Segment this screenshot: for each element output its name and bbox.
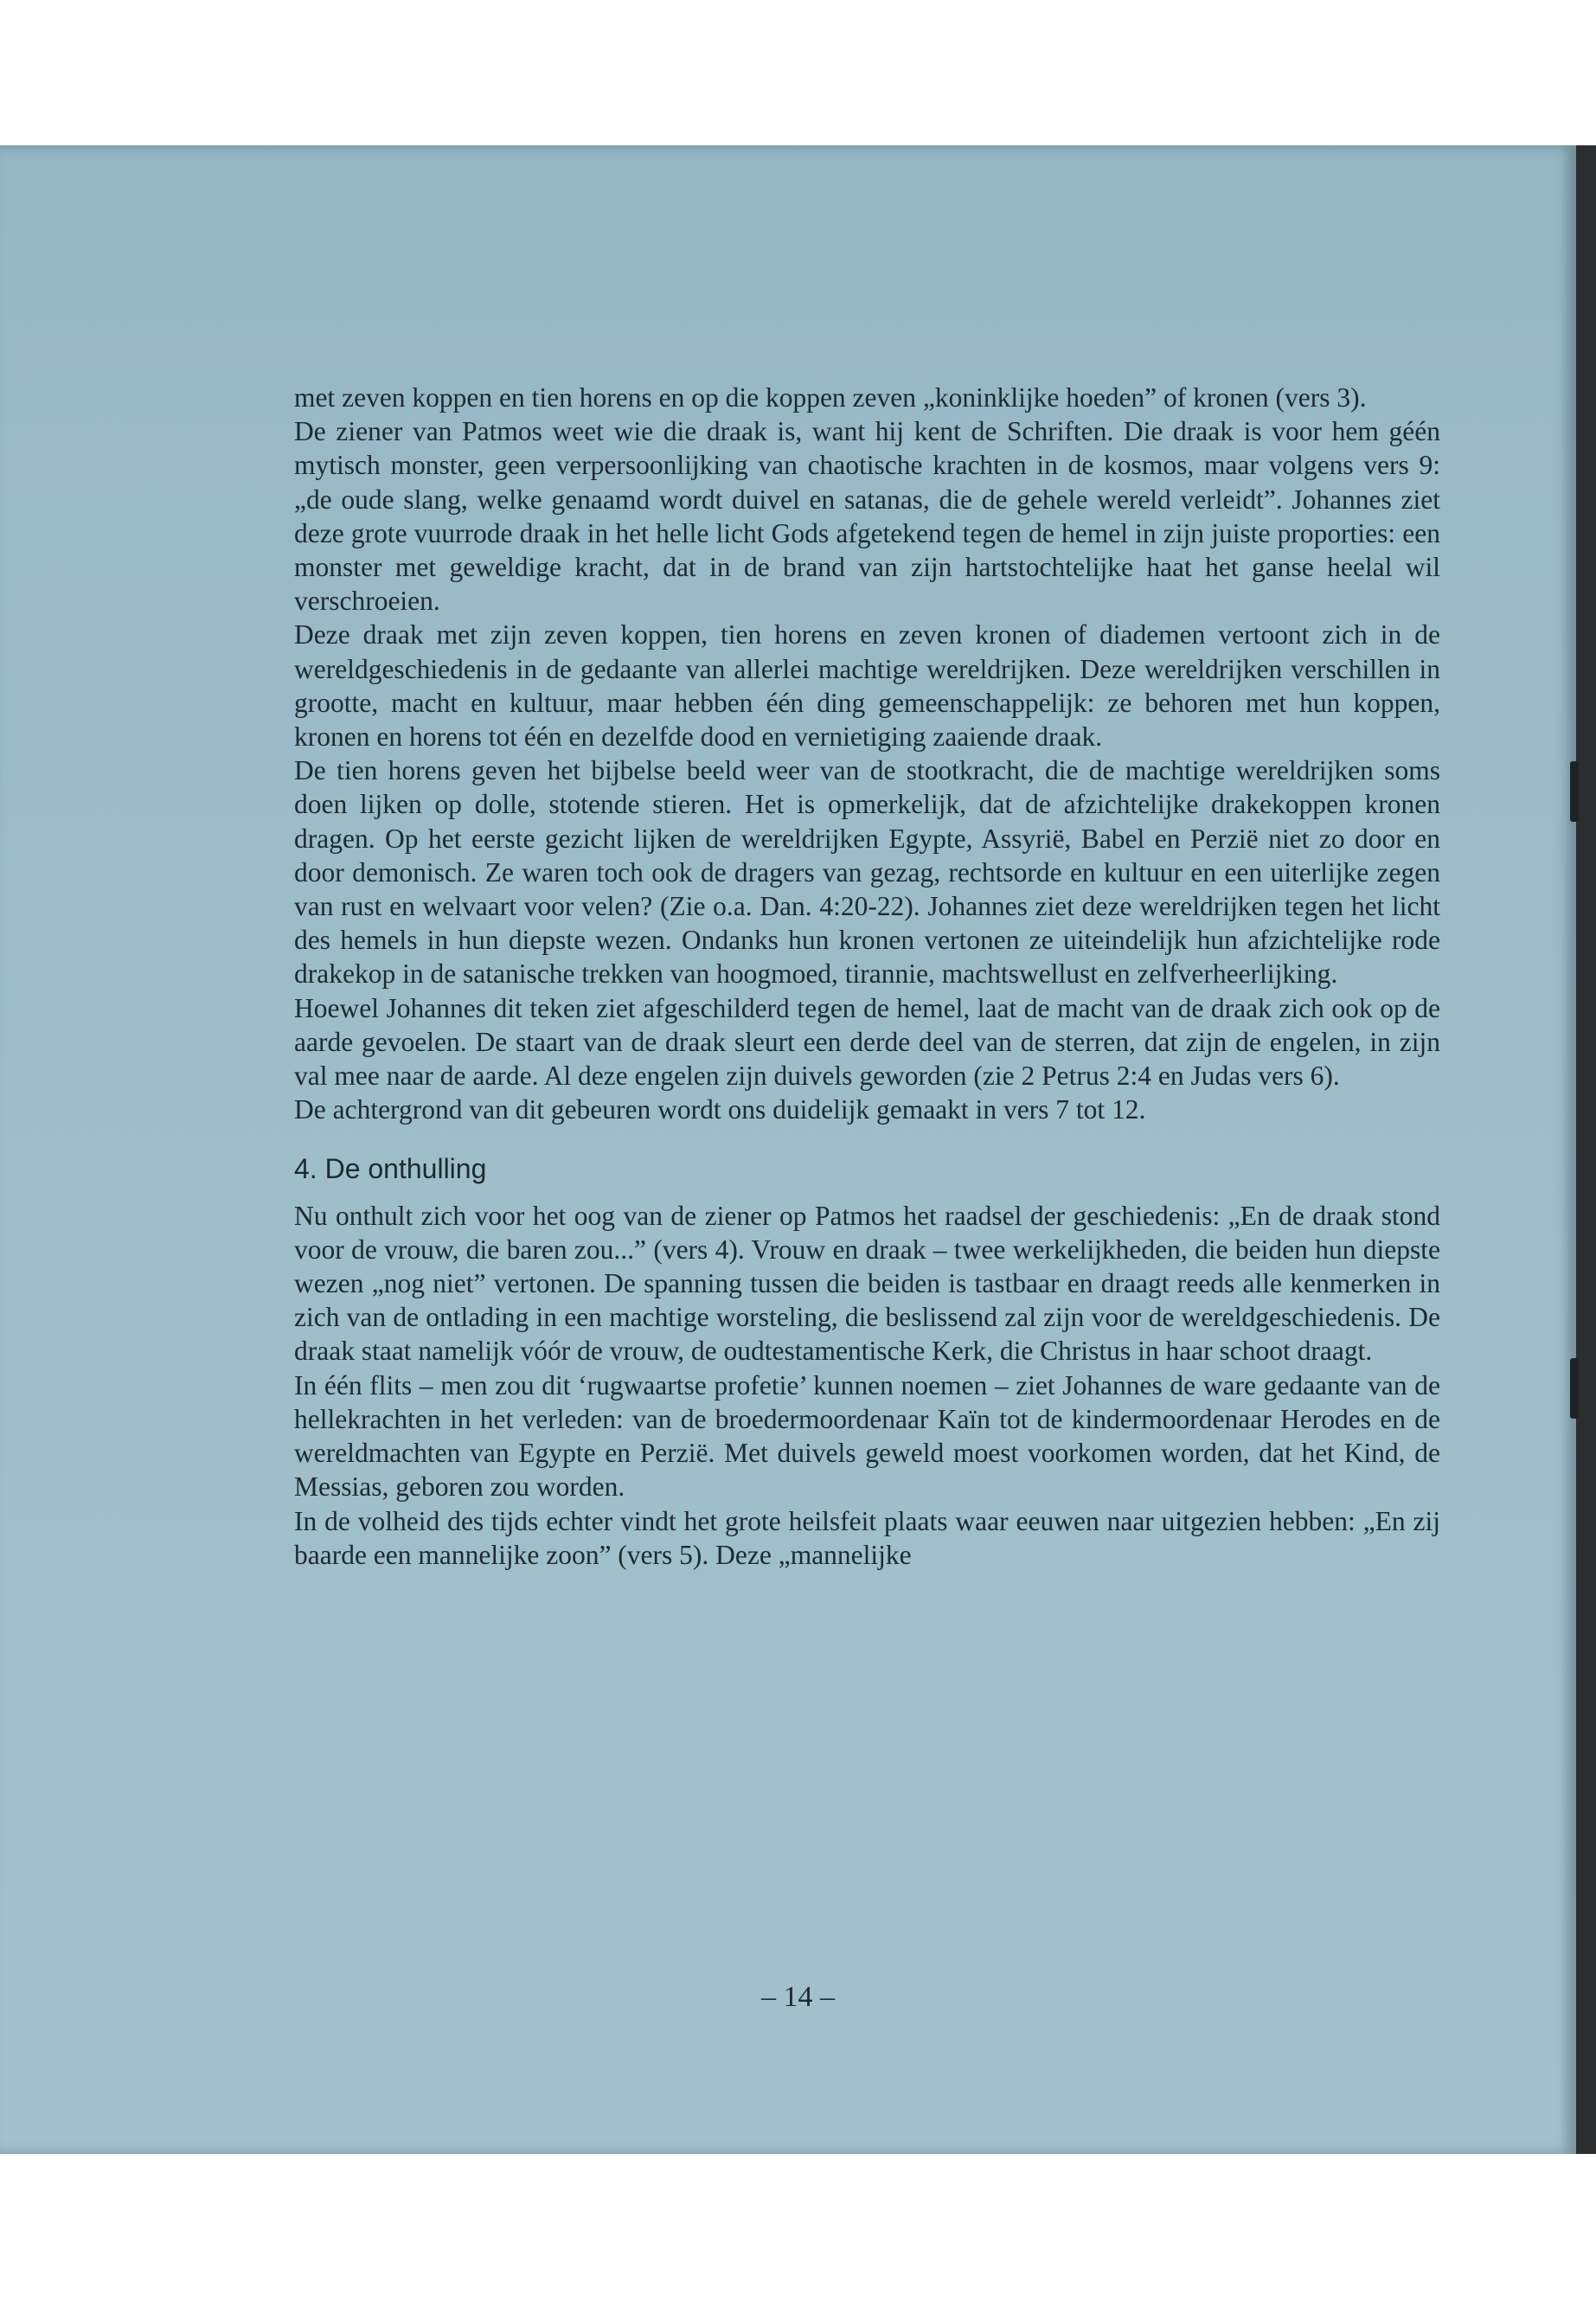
paragraph: Nu onthult zich voor het oog van de ziener op Patmos het raadsel der geschiedenis: „En de draak stond voor de vrouw, die baren zou...” (vers 4). Vrouw en draak – twee werkelijkheden, die beiden hun diepste wezen „nog niet” vertonen. De spanning tussen die beiden is tastbaar en draagt reeds alle kenmerken in zich van de ontlading in een machtige worsteling, die beslissend zal zijn voor de wereldgeschiedenis. De draak staat namelijk vóór de vrouw, de oudtestamentische Kerk, die Christus in haar schoot draagt.	[294, 1200, 1440, 1367]
body-text	[294, 381, 1440, 1572]
paragraph: Hoewel Johannes dit teken ziet afgeschilderd tegen de hemel, laat de macht van de draak zich ook op de aarde gevoelen. De staart van de draak sleurt een derde deel van de sterren, dat zijn de engelen, in zijn val mee naar de aarde. Al deze engelen zijn duivels geworden (zie 2 Petrus 2:4 en Judas vers 6).	[294, 992, 1440, 1092]
binder-clip-bottom	[1570, 1358, 1579, 1419]
paragraph: De ziener van Patmos weet wie die draak is, want hij kent de Schriften. Die draak is voor hem géén mytisch monster, geen verpersoonlijking van chaotische krachten in de kosmos, maar volgens vers 9: „de oude slang, welke genaamd wordt duivel en satanas, die de gehele wereld verleidt”. Johannes ziet deze grote vuurrode draak in het helle licht Gods afgetekend tegen de hemel in zijn juiste proporties: een monster met geweldige kracht, dat in de brand van zijn hartstochtelijke haat het ganse heelal wil verschroeien.	[294, 416, 1440, 617]
page-edge-shadow	[1576, 145, 1596, 2154]
paragraph: De achtergrond van dit gebeuren wordt ons duidelijk gemaakt in vers 7 tot 12.	[294, 1094, 1146, 1125]
paragraph: Deze draak met zijn zeven koppen, tien horens en zeven kronen of diademen vertoont zich in de wereldgeschiedenis in de gedaante van allerlei machtige wereldrijken. Deze wereldrijken verschillen in grootte, macht en kultuur, maar hebben één ding gemeenschappelijk: ze behoren met hun koppen, kronen en horens tot één en dezelfde dood en vernietiging zaaiende draak.	[294, 619, 1440, 753]
paragraph: In de volheid des tijds echter vindt het grote heilsfeit plaats waar eeuwen naar uitgezien hebben: „En zij baarde een mannelijke zoon” (vers 5). Deze „mannelijke	[294, 1505, 1440, 1570]
page-number: – 14 –	[761, 1981, 835, 2013]
paragraph: De tien horens geven het bijbelse beeld weer van de stootkracht, die de machtige wereldrijken soms doen lijken op dolle, stotende stieren. Het is opmerkelijk, dat de afzichtelijke drakekoppen kronen dragen. Op het eerste gezicht lijken de wereldrijken Egypte, Assyrië, Babel en Perzië niet zo door en door demonisch. Ze waren toch ook de dragers van gezag, rechtsorde en kultuur en een uiterlijke zegen van rust en welvaart voor velen? (Zie o.a. Dan. 4:20-22). Johannes ziet deze wereldrijken tegen het licht des hemels in hun diepste wezen. Ondanks hun kronen vertonen ze uiteindelijk hun afzichtelijke rode drakekop in de satanische trekken van hoogmoed, tirannie, machtswellust en zelfverheerlijking.	[294, 755, 1440, 990]
paragraph: met zeven koppen en tien horens en op die koppen zeven „koninklijke hoeden” of kronen (vers 3).	[294, 382, 1367, 413]
binder-clip-top	[1570, 761, 1579, 822]
section-heading: 4. De onthulling	[294, 1153, 487, 1185]
paragraph: In één flits – men zou dit ‘rugwaartse profetie’ kunnen noemen – ziet Johannes de ware gedaante van de hellekrachten in het verleden: van de broedermoordenaar Kaïn tot de kindermoordenaar Herodes en de wereldmachten van Egypte en Perzië. Met duivels geweld moest voorkomen worden, dat het Kind, de Messias, geboren zou worden.	[294, 1369, 1440, 1503]
